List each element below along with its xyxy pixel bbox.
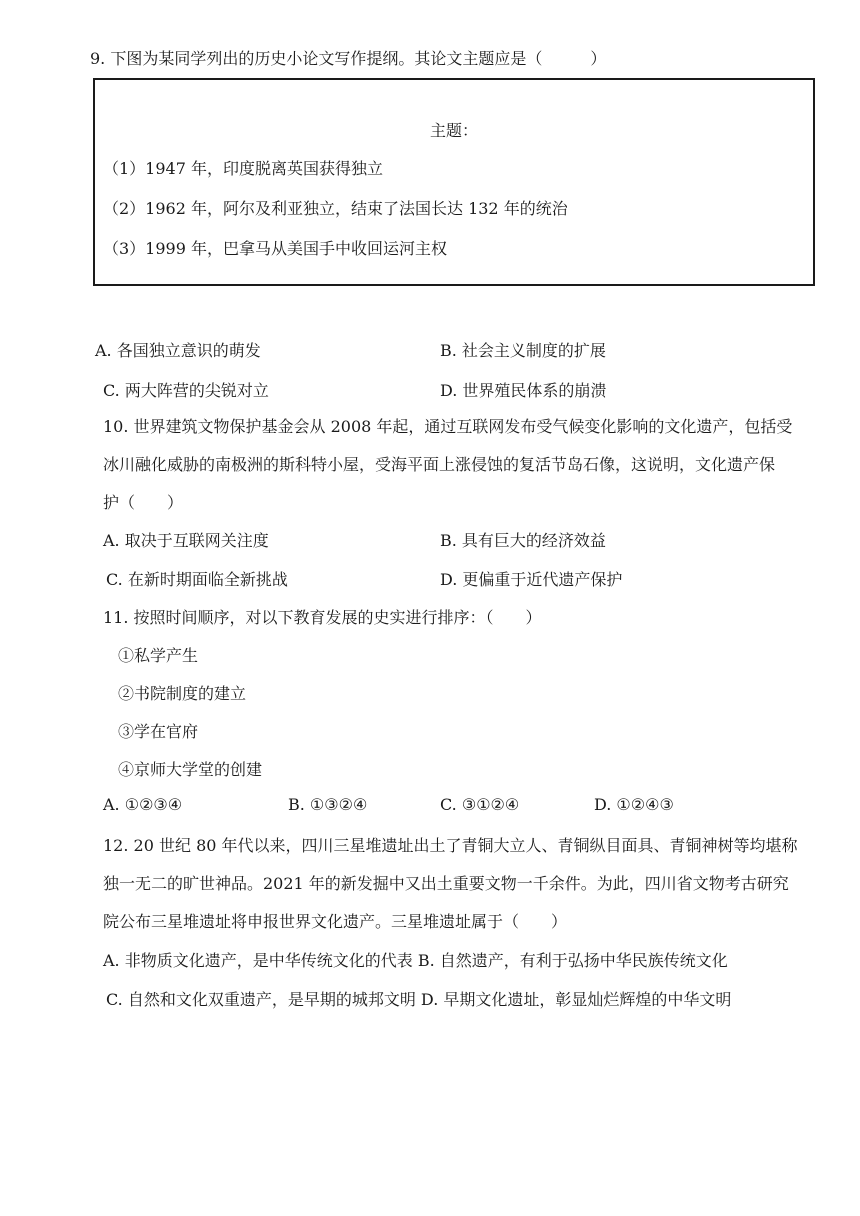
- outline-title: 主题：: [429, 121, 478, 140]
- question-9-stem: 9. 下图为某同学列出的历史小论文写作提纲。其论文主题应是（ ）: [90, 49, 607, 68]
- q10-option-a: A. 取决于互联网关注度: [103, 531, 269, 550]
- outline-item-1: （1）1947 年，印度脱离英国获得独立: [103, 159, 383, 178]
- q11-item-1: ①私学产生: [118, 646, 199, 665]
- q9-option-c: C. 两大阵营的尖锐对立: [103, 381, 269, 400]
- q12-options-cd: C. 自然和文化双重遗产，是早期的城邦文明 D. 早期文化遗址，彰显灿烂辉煌的中华文明: [106, 990, 732, 1009]
- q12-stem-line-3: 院公布三星堆遗址将申报世界文化遗产。三星堆遗址属于（ ）: [103, 912, 568, 931]
- q11-item-3: ③学在官府: [118, 722, 199, 741]
- q11-option-b: B. ①③②④: [288, 795, 368, 814]
- q10-option-c: C. 在新时期面临全新挑战: [106, 570, 288, 589]
- q9-option-d: D. 世界殖民体系的崩溃: [440, 381, 607, 400]
- q11-option-d: D. ①②④③: [594, 795, 674, 814]
- q11-item-4: ④京师大学堂的创建: [118, 760, 263, 779]
- q10-stem-line-1: 10. 世界建筑文物保护基金会从 2008 年起，通过互联网发布受气候变化影响的文化遗产，包括受: [103, 417, 793, 436]
- outline-item-2: （2）1962 年，阿尔及利亚独立，结束了法国长达 132 年的统治: [103, 199, 568, 218]
- q12-stem-line-2: 独一无二的旷世神品。2021 年的新发掘中又出土重要文物一千余件。为此，四川省文物考古研究: [103, 874, 789, 893]
- q11-stem: 11. 按照时间顺序，对以下教育发展的史实进行排序：（ ）: [103, 608, 542, 627]
- q12-options-ab: A. 非物质文化遗产，是中华传统文化的代表 B. 自然遗产，有利于弘扬中华民族传统文化: [103, 951, 728, 970]
- essay-outline-box: [93, 78, 815, 286]
- q10-option-d: D. 更偏重于近代遗产保护: [440, 570, 623, 589]
- outline-item-3: （3）1999 年，巴拿马从美国手中收回运河主权: [103, 239, 447, 258]
- q9-option-a: A. 各国独立意识的萌发: [95, 341, 261, 360]
- q11-item-2: ②书院制度的建立: [118, 684, 247, 703]
- q10-option-b: B. 具有巨大的经济效益: [440, 531, 606, 550]
- q10-stem-line-3: 护（ ）: [103, 493, 184, 512]
- q10-stem-line-2: 冰川融化威胁的南极洲的斯科特小屋，受海平面上涨侵蚀的复活节岛石像，这说明，文化遗产保: [103, 455, 776, 474]
- q12-stem-line-1: 12. 20 世纪 80 年代以来，四川三星堆遗址出土了青铜大立人、青铜纵目面具、青铜神树等均堪称: [103, 836, 798, 855]
- q11-option-a: A. ①②③④: [103, 795, 183, 814]
- q9-option-b: B. 社会主义制度的扩展: [440, 341, 606, 360]
- q11-option-c: C. ③①②④: [440, 795, 520, 814]
